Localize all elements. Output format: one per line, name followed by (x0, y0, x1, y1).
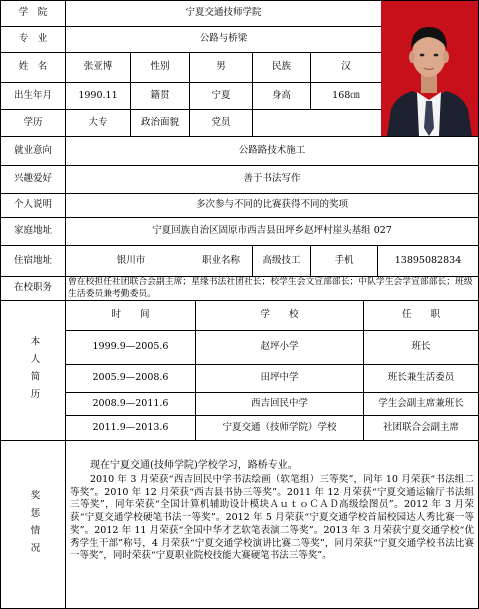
address-label: 家庭地址 (13, 225, 52, 237)
awards-intro: 现在宁夏交通(技师学院)学校学习，路桥专业。 (90, 460, 298, 471)
resume-time: 1999.9—2005.6 (92, 341, 169, 353)
residence-value: 银川市 (116, 254, 146, 266)
address-value: 宁夏回族自治区固原市西吉县田坪乡赵坪村崖头基组 027 (152, 225, 392, 237)
residence-label: 住宿地址 (13, 254, 52, 266)
hobby-label: 兴趣爱好 (13, 173, 52, 185)
resume-header-school: 学 校 (260, 309, 299, 321)
resume-header-position: 任 职 (401, 309, 440, 321)
resume-position: 班长兼生活委员 (387, 372, 455, 384)
height-label: 身高 (271, 89, 291, 101)
resume-time: 2005.9—2008.6 (92, 372, 169, 384)
personal-value: 多次参与不同的比赛获得不同的奖项 (195, 199, 348, 211)
hobby-value: 善于书法写作 (243, 173, 301, 185)
name-value: 张亚博 (83, 61, 113, 73)
resume-time: 2008.9—2011.6 (92, 397, 169, 409)
name-label: 姓 名 (18, 61, 48, 73)
height-value: 168㎝ (332, 89, 360, 101)
resume-time: 2011.9—2013.6 (92, 421, 169, 433)
resume-position: 社团联合会副主席 (382, 421, 459, 433)
school-duty-value: 曾在校担任社团联合会副主席；星缘书法社团社长；校学生会文宣部部长；中队学生会学宣部部长；班级生活委员兼考勤委员。 (68, 277, 473, 299)
education-label: 学历 (23, 116, 43, 128)
resume-school: 田坪中学 (260, 372, 299, 384)
gender-label: 性别 (150, 61, 170, 73)
id-photo (381, 1, 478, 136)
awards-details: 2010 年 3 月荣获“西吉回民中学书法绘画（软笔组）三等奖”，同年 10 月荣获“书法组二等奖”。2010 年 12 月荣获“西吉县书协三等奖”。2011 年 12 月荣获“宁夏交通运输厅书法组三等奖”，同年荣获“全国计算机辅助设计模块ＡｕｔｏＣＡＤ高级绘图员”。2012 年 3 月荣获“宁夏交通学校硬笔书法一等奖”。2012 年 5 月荣获“宁夏交通学校首届校园达人秀比赛一等奖”。2012 年 11 月荣获“全国中华才艺软笔表演二等奖”。2013 年 3 月荣获宁夏交通学校“优秀学生干部”称号，4 月荣获“宁夏交通学校演讲比赛二等奖”，同月荣获“宁夏交通学校书法比赛一等奖”，同时荣获“宁夏职业院校技能大赛硬笔书法三等奖”。 (70, 474, 474, 562)
resume-position: 班长 (411, 341, 431, 353)
ethnicity-value: 汉 (341, 61, 351, 73)
school-value: 宁夏交通技师学院 (185, 7, 262, 19)
education-value: 大专 (88, 116, 108, 128)
portrait-image (381, 1, 478, 136)
resume-school: 赵坪小学 (260, 341, 299, 353)
school-duty-label: 在校职务 (13, 282, 52, 294)
politics-value: 党员 (211, 116, 231, 128)
phone-label: 手机 (334, 254, 354, 266)
birth-label: 出生年月 (13, 89, 52, 101)
resume-school: 西吉回民中学 (250, 397, 308, 409)
origin-value: 宁夏 (211, 89, 231, 101)
ethnicity-label: 民族 (271, 61, 291, 73)
phone-value: 13895082834 (394, 254, 462, 266)
origin-label: 籍贯 (150, 89, 170, 101)
resume-position: 学生会副主席兼班长 (378, 397, 464, 409)
politics-label: 政治面貌 (140, 116, 179, 128)
awards-label: 奖惩情况 (28, 489, 40, 560)
resume-header-time: 时 间 (111, 309, 150, 321)
title-label: 职业名称 (201, 254, 240, 266)
resume-school: 宁夏交通（技师学院）学校 (222, 421, 337, 433)
resume-label: 本人简历 (28, 335, 40, 406)
job-intent-label: 就业意向 (13, 144, 52, 156)
personal-label: 个人说明 (13, 199, 52, 211)
major-label: 专 业 (18, 33, 48, 45)
job-intent-value: 公路路技术施工 (238, 144, 306, 156)
gender-value: 男 (216, 61, 226, 73)
birth-value: 1990.11 (78, 89, 118, 101)
school-label: 学 院 (18, 7, 48, 19)
title-value: 高级技工 (262, 254, 301, 266)
major-value: 公路与桥梁 (199, 33, 248, 45)
